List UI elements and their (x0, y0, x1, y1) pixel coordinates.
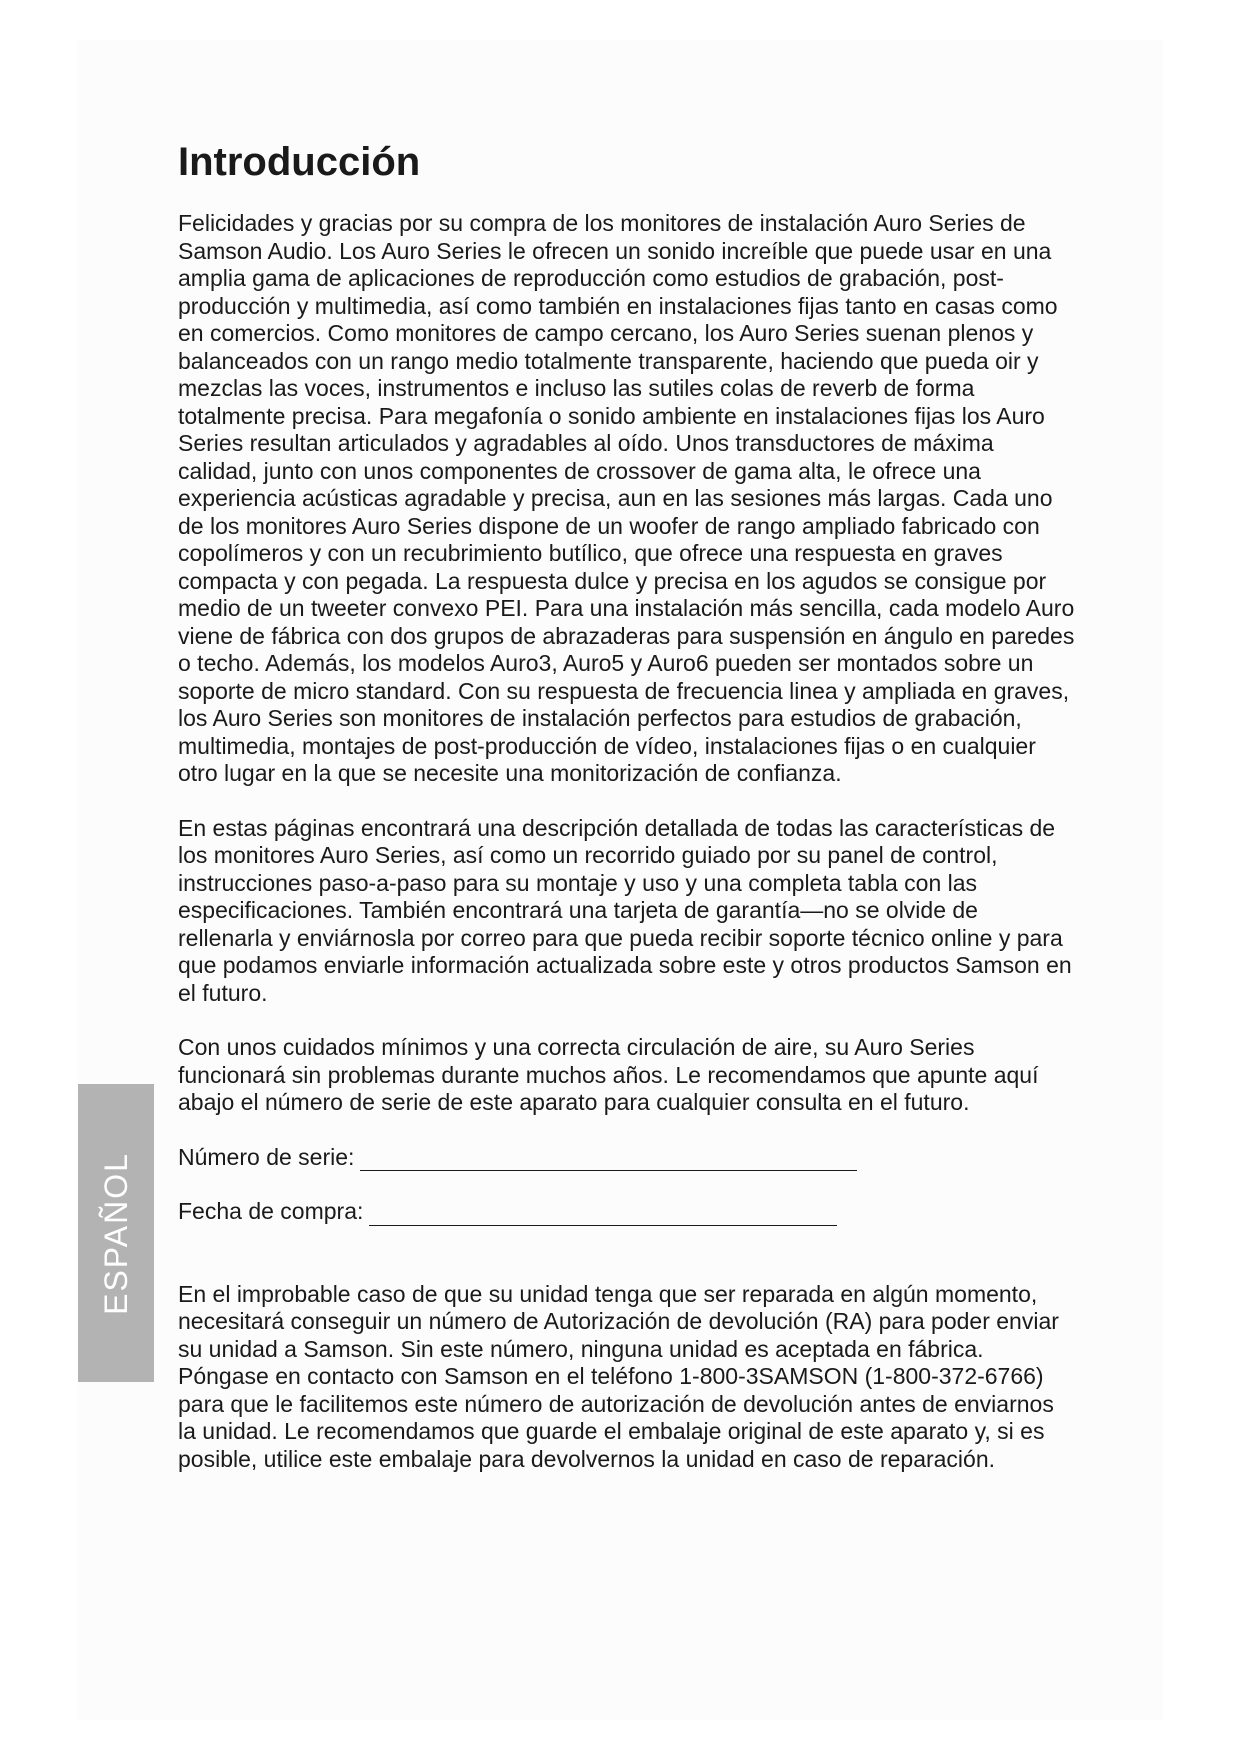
purchase-date-label: Fecha de compra: (178, 1198, 364, 1224)
purchase-date-field (178, 1198, 1078, 1226)
intro-paragraph: Felicidades y gracias por su compra de los monitores de instalación Auro Series de Samson Audio. Los Auro Series le ofrecen un sonido increíble que puede usar en una amplia gama de aplicaciones de reproducción como estudios de grabación, post-producción y multimedia, así como también en instalaciones fijas tanto en casas como en comercios. Como monitores de campo cercano, los Auro Series suenan plenos y balanceados con un rango medio totalmente transparente, haciendo que pueda oir y mezclas las voces, instrumentos e incluso las sutiles colas de reverb de forma totalmente precisa. Para megafonía o sonido ambiente en instalaciones fijas los Auro Series resultan articulados y agradables al oído. Unos transductores de máxima calidad, junto con unos componentes de crossover de gama alta, le ofrece una experiencia acústicas agradable y precisa, aun en las sesiones más largas. Cada uno de los monitores Auro Series dispone de un woofer de rango ampliado fabricado con copolímeros y con un recubrimiento butílico, que ofrece una respuesta en graves compacta y con pegada. La respuesta dulce y precisa en los agudos se consigue por medio de un tweeter convexo PEI. Para una instalación más sencilla, cada modelo Auro viene de fábrica con dos grupos de abrazaderas para suspensión en ángulo en paredes o techo. Además, los modelos Auro3, Auro5 y Auro6 pueden ser montados sobre un soporte de micro standard. Con su respuesta de frecuencia linea y ampliada en graves, los Auro Series son monitores de instalación perfectos para estudios de grabación, multimedia, montajes de post-producción de vídeo, instalaciones fijas o en cualquier otro lugar en la que se necesite una monitorización de confianza. (178, 210, 1075, 786)
serial-number-blank-line (360, 1148, 857, 1171)
purchase-date-blank-line (369, 1203, 837, 1226)
document-body (178, 138, 1078, 1473)
serial-number-label: Número de serie: (178, 1143, 355, 1170)
serial-number-field (178, 1144, 1078, 1172)
page-title: Introducción (178, 140, 421, 184)
repair-paragraph: En el improbable caso de que su unidad tenga que ser reparada en algún momento, necesitará conseguir un número de Autorización de devolución (RA) para poder enviar su unidad a Samson. Sin este número, ninguna unidad es aceptada en fábrica. Póngase en contacto con Samson en el teléfono 1-800-3SAMSON (1-800-372-6766) para que le facilitemos este número de autorización de devolución antes de enviarnos la unidad. Le recomendamos que guarde el embalaje original de este aparato y, si es posible, utilice este embalaje para devolvernos la unidad en caso de reparación. (178, 1280, 1059, 1472)
care-paragraph: Con unos cuidados mínimos y una correcta circulación de aire, su Auro Series funcionará sin problemas durante muchos años. Le recomendamos que apunte aquí abajo el número de serie de este aparato para cualquier consulta en el futuro. (178, 1034, 1039, 1115)
pages-paragraph: En estas páginas encontrará una descripción detallada de todas las características de los monitores Auro Series, así como un recorrido guiado por su panel de control, instrucciones paso-a-paso para su montaje y uso y una completa tabla con las especificaciones. También encontrará una tarjeta de garantía—no se olvide de rellenarla y enviárnosla por correo para que pueda recibir soporte técnico online y para que podamos enviarle información actualizada sobre este y otros productos Samson en el futuro. (178, 814, 1072, 1006)
language-side-tab (78, 1084, 154, 1382)
language-tab-label: ESPAÑOL (97, 1151, 134, 1315)
